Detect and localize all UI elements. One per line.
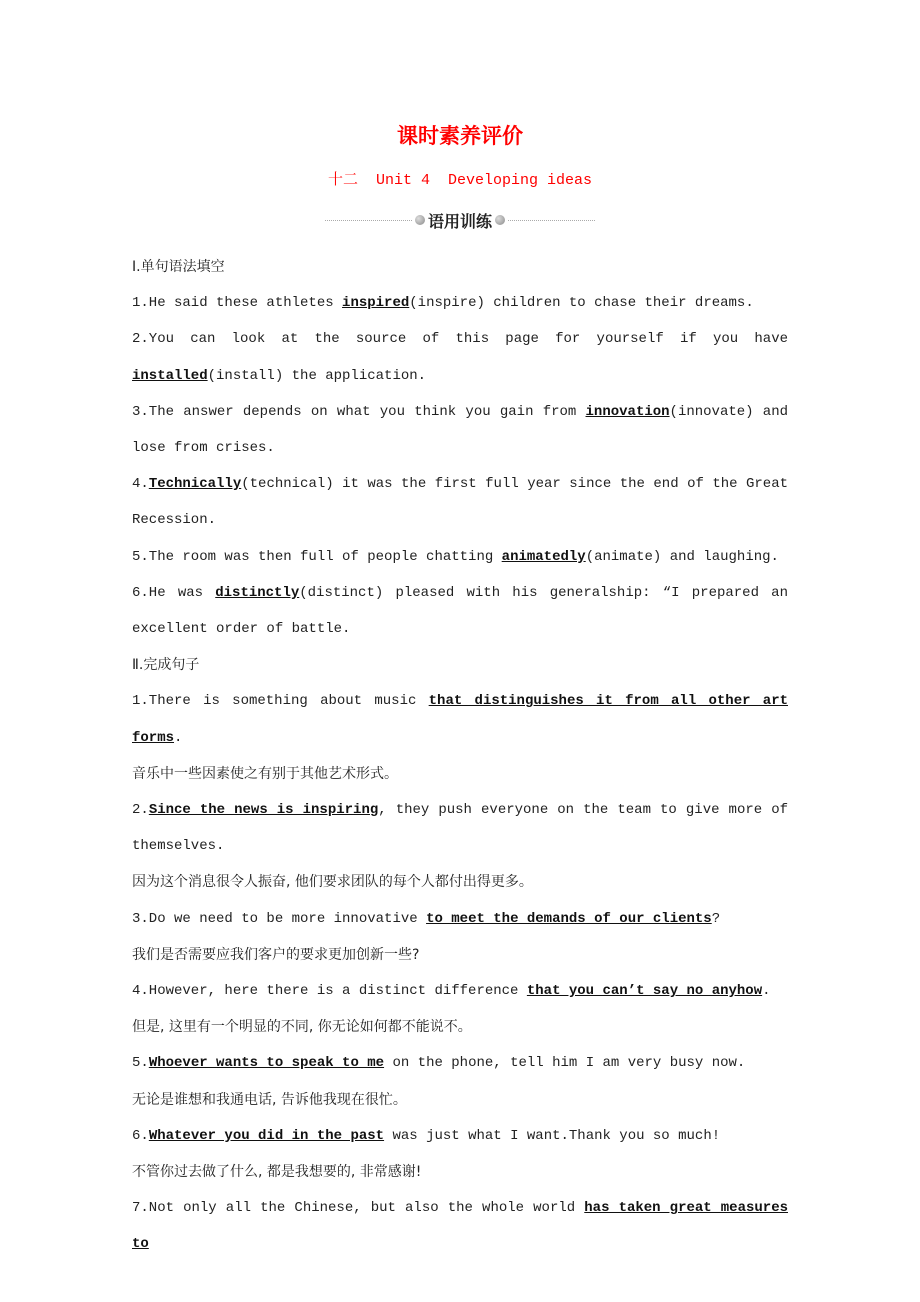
question-text: 1.There is something about music: [132, 693, 429, 710]
translation: 无论是谁想和我通电话, 告诉他我现在很忙。: [132, 1091, 407, 1108]
question: [132, 285, 788, 321]
exercise-content: [132, 249, 788, 1263]
translation: 音乐中一些因素使之有别于其他艺术形式。: [132, 765, 398, 782]
question: [132, 901, 788, 937]
dot-icon: [415, 215, 425, 225]
answer: has taken great measures to: [132, 1200, 788, 1253]
question-text: ?: [711, 910, 721, 927]
question-text: .: [174, 729, 183, 746]
translation: 不管你过去做了什么, 都是我想要的, 非常感谢!: [132, 1164, 422, 1181]
question-text: (innovate) and lose from crises.: [132, 403, 788, 457]
section-heading: Ⅰ.单句语法填空: [132, 259, 225, 275]
answer: that you can’t say no anyhow: [526, 983, 763, 1000]
answer: installed: [132, 367, 208, 384]
question-text: .: [762, 983, 771, 1000]
question-text: 4.However, here there is a distinct difference: [132, 983, 527, 1000]
question-text: was just what I want.Thank you so much!: [384, 1127, 721, 1144]
question-text: 5.The room was then full of people chatting: [132, 548, 502, 565]
section-heading: Ⅱ.完成句子: [132, 657, 200, 674]
question-text: 3.The answer depends on what you think you gain from: [132, 403, 586, 420]
translation: 因为这个消息很令人振奋, 他们要求团队的每个人都付出得更多。: [132, 874, 533, 891]
dot-icon: [495, 215, 505, 225]
divider: [508, 220, 595, 221]
question-text: (install) the application.: [207, 367, 427, 384]
question-text: 6.He was: [132, 584, 216, 601]
question-text: 2.You can look at the source of this page for yourself if you have: [132, 331, 788, 348]
question: [132, 466, 788, 538]
question-text: 1.He said these athletes: [132, 295, 343, 312]
question-text: , they push everyone on the team to give more of themselves.: [132, 802, 788, 855]
question-text: (distinct) pleased with his generalship: “I prepared an excellent order of battle.: [132, 584, 788, 638]
translation: 但是, 这里有一个明显的不同, 你无论如何都不能说不。: [132, 1019, 472, 1036]
answer: Whatever you did in the past: [148, 1127, 385, 1144]
answer: that distinguishes it from all other art forms: [132, 693, 788, 746]
question-text: (inspire) children to chase their dreams.: [409, 295, 754, 312]
answer: inspired: [342, 295, 410, 312]
banner-label: 语用训练: [428, 211, 493, 231]
question: [132, 1118, 788, 1154]
question: [132, 321, 788, 393]
question: [132, 792, 788, 864]
question: [132, 575, 788, 647]
question: [132, 973, 788, 1009]
question: [132, 683, 788, 755]
answer: distinctly: [215, 584, 300, 601]
page-title: 课时素养评价: [397, 124, 523, 148]
answer: animatedly: [501, 548, 586, 565]
answer: Since the news is inspiring: [148, 802, 379, 819]
question-text: 4.: [132, 476, 149, 493]
question-text: 3.Do we need to be more innovative: [132, 910, 427, 927]
question: [132, 394, 788, 466]
question-text: (animate) and laughing.: [585, 548, 779, 565]
unit-subtitle: 十二 Unit 4 Developing ideas: [327, 172, 593, 189]
question-text: 2.: [132, 802, 149, 819]
question-text: 6.: [132, 1127, 149, 1144]
translation: 我们是否需要应我们客户的要求更加创新一些?: [132, 946, 420, 963]
question: [132, 539, 788, 575]
question-text: 7.Not only all the Chinese, but also the whole world: [132, 1200, 585, 1217]
divider: [325, 220, 412, 221]
question-text: (technical) it was the first full year since the end of the Great Recession.: [132, 476, 788, 529]
answer: to meet the demands of our clients: [426, 910, 712, 927]
question-text: 5.: [132, 1055, 149, 1072]
answer: Whoever wants to speak to me: [148, 1055, 385, 1072]
question: [132, 1045, 788, 1081]
section-banner: [325, 209, 595, 231]
answer: Technically: [148, 476, 242, 493]
question-text: on the phone, tell him I am very busy now.: [384, 1055, 746, 1072]
question: [132, 1190, 788, 1262]
answer: innovation: [585, 403, 670, 420]
